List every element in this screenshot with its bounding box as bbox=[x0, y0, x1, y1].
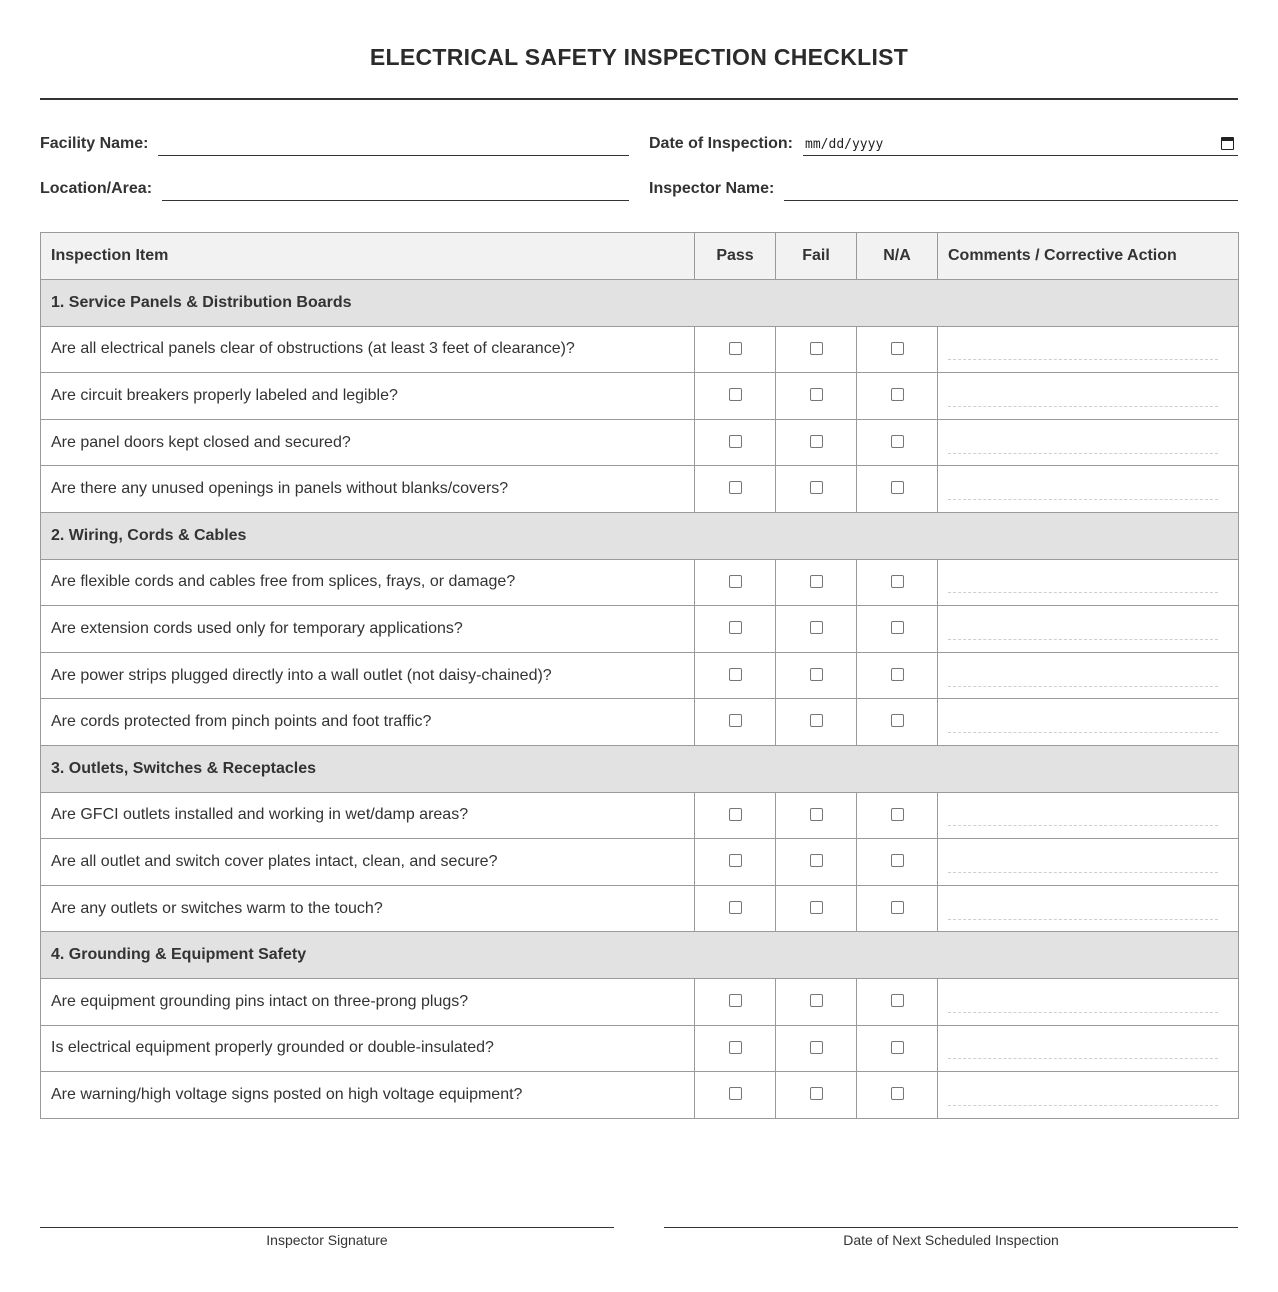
pass-checkbox[interactable] bbox=[729, 901, 742, 914]
comment-cell bbox=[938, 559, 1239, 606]
pass-cell bbox=[695, 466, 776, 513]
pass-cell bbox=[695, 792, 776, 839]
fail-checkbox[interactable] bbox=[810, 808, 823, 821]
table-header-row bbox=[41, 233, 1239, 280]
comment-cell bbox=[938, 699, 1239, 746]
table-row bbox=[41, 792, 1239, 839]
table-row bbox=[41, 885, 1239, 932]
fail-checkbox[interactable] bbox=[810, 575, 823, 588]
pass-checkbox[interactable] bbox=[729, 342, 742, 355]
inspection-item-text: Are there any unused openings in panels without blanks/covers? bbox=[41, 466, 695, 513]
fail-checkbox[interactable] bbox=[810, 854, 823, 867]
comment-cell bbox=[938, 373, 1239, 420]
na-checkbox[interactable] bbox=[891, 901, 904, 914]
calendar-icon[interactable] bbox=[1221, 137, 1234, 150]
inspection-item-text: Is electrical equipment properly grounded or double-insulated? bbox=[41, 1025, 695, 1072]
fail-cell bbox=[776, 326, 857, 373]
fail-cell bbox=[776, 885, 857, 932]
comment-input[interactable] bbox=[948, 626, 1218, 640]
na-cell bbox=[857, 373, 938, 420]
fail-cell bbox=[776, 792, 857, 839]
section-row bbox=[41, 280, 1239, 327]
pass-checkbox[interactable] bbox=[729, 575, 742, 588]
pass-checkbox[interactable] bbox=[729, 481, 742, 494]
inspection-item-text: Are flexible cords and cables free from splices, frays, or damage? bbox=[41, 559, 695, 606]
fail-checkbox[interactable] bbox=[810, 901, 823, 914]
fail-cell bbox=[776, 652, 857, 699]
table-row bbox=[41, 326, 1239, 373]
section-row bbox=[41, 745, 1239, 792]
na-checkbox[interactable] bbox=[891, 481, 904, 494]
section-row bbox=[41, 932, 1239, 979]
table-row bbox=[41, 1072, 1239, 1119]
pass-cell bbox=[695, 978, 776, 1025]
na-cell bbox=[857, 559, 938, 606]
comment-input[interactable] bbox=[948, 1045, 1218, 1059]
comment-cell bbox=[938, 1025, 1239, 1072]
table-row bbox=[41, 839, 1239, 886]
inspector-name-label: Inspector Name: bbox=[649, 180, 775, 197]
table-row bbox=[41, 652, 1239, 699]
inspection-item-text: Are all outlet and switch cover plates intact, clean, and secure? bbox=[41, 839, 695, 886]
pass-checkbox[interactable] bbox=[729, 994, 742, 1007]
fail-cell bbox=[776, 466, 857, 513]
na-checkbox[interactable] bbox=[891, 435, 904, 448]
comment-input[interactable] bbox=[948, 812, 1218, 826]
fail-checkbox[interactable] bbox=[810, 342, 823, 355]
fail-cell bbox=[776, 419, 857, 466]
fail-cell bbox=[776, 373, 857, 420]
table-row bbox=[41, 978, 1239, 1025]
comment-cell bbox=[938, 419, 1239, 466]
header-inspection-item: Inspection Item bbox=[41, 233, 695, 280]
fail-checkbox[interactable] bbox=[810, 481, 823, 494]
inspector-name-field bbox=[649, 175, 1238, 201]
pass-checkbox[interactable] bbox=[729, 621, 742, 634]
title-divider bbox=[40, 98, 1238, 100]
section-title: 4. Grounding & Equipment Safety bbox=[41, 932, 1239, 979]
comment-input[interactable] bbox=[948, 906, 1218, 920]
fail-cell bbox=[776, 699, 857, 746]
fail-checkbox[interactable] bbox=[810, 994, 823, 1007]
fail-checkbox[interactable] bbox=[810, 388, 823, 401]
na-cell bbox=[857, 419, 938, 466]
date-of-inspection-input[interactable] bbox=[803, 132, 1238, 156]
location-area-label: Location/Area: bbox=[40, 180, 153, 197]
comment-cell bbox=[938, 978, 1239, 1025]
comment-cell bbox=[938, 839, 1239, 886]
fail-checkbox[interactable] bbox=[810, 714, 823, 727]
pass-cell bbox=[695, 885, 776, 932]
na-checkbox[interactable] bbox=[891, 714, 904, 727]
na-checkbox[interactable] bbox=[891, 1041, 904, 1054]
pass-checkbox[interactable] bbox=[729, 1041, 742, 1054]
inspection-item-text: Are circuit breakers properly labeled and legible? bbox=[41, 373, 695, 420]
table-row bbox=[41, 1025, 1239, 1072]
pass-checkbox[interactable] bbox=[729, 854, 742, 867]
comment-input[interactable] bbox=[948, 393, 1218, 407]
fail-checkbox[interactable] bbox=[810, 1041, 823, 1054]
comment-cell bbox=[938, 1072, 1239, 1119]
fail-checkbox[interactable] bbox=[810, 1087, 823, 1100]
inspection-item-text: Are cords protected from pinch points and foot traffic? bbox=[41, 699, 695, 746]
na-cell bbox=[857, 326, 938, 373]
inspection-table bbox=[40, 232, 1239, 1119]
inspection-item-text: Are warning/high voltage signs posted on high voltage equipment? bbox=[41, 1072, 695, 1119]
comment-input[interactable] bbox=[948, 1092, 1218, 1106]
table-row bbox=[41, 419, 1239, 466]
comment-input[interactable] bbox=[948, 859, 1218, 873]
inspection-item-text: Are all electrical panels clear of obstructions (at least 3 feet of clearance)? bbox=[41, 326, 695, 373]
section-row bbox=[41, 512, 1239, 559]
inspector-name-input[interactable] bbox=[784, 177, 1238, 201]
na-checkbox[interactable] bbox=[891, 575, 904, 588]
facility-name-label: Facility Name: bbox=[40, 135, 149, 152]
section-title: 2. Wiring, Cords & Cables bbox=[41, 512, 1239, 559]
header-comments: Comments / Corrective Action bbox=[938, 233, 1239, 280]
table-row bbox=[41, 466, 1239, 513]
pass-cell bbox=[695, 699, 776, 746]
comment-cell bbox=[938, 885, 1239, 932]
fail-checkbox[interactable] bbox=[810, 435, 823, 448]
pass-cell bbox=[695, 652, 776, 699]
na-checkbox[interactable] bbox=[891, 668, 904, 681]
comment-cell bbox=[938, 326, 1239, 373]
inspector-signature-line[interactable]: Inspector Signature bbox=[40, 1227, 614, 1248]
comment-input[interactable] bbox=[948, 440, 1218, 454]
comment-input[interactable] bbox=[948, 673, 1218, 687]
section-title: 1. Service Panels & Distribution Boards bbox=[41, 280, 1239, 327]
pass-cell bbox=[695, 1072, 776, 1119]
pass-cell bbox=[695, 606, 776, 653]
comment-input[interactable] bbox=[948, 999, 1218, 1013]
na-cell bbox=[857, 978, 938, 1025]
pass-checkbox[interactable] bbox=[729, 808, 742, 821]
na-checkbox[interactable] bbox=[891, 1087, 904, 1100]
na-checkbox[interactable] bbox=[891, 994, 904, 1007]
facility-name-input[interactable] bbox=[158, 132, 629, 156]
comment-input[interactable] bbox=[948, 719, 1218, 733]
fail-cell bbox=[776, 606, 857, 653]
fail-cell bbox=[776, 1072, 857, 1119]
na-cell bbox=[857, 839, 938, 886]
comment-input[interactable] bbox=[948, 346, 1218, 360]
na-cell bbox=[857, 699, 938, 746]
na-checkbox[interactable] bbox=[891, 621, 904, 634]
na-cell bbox=[857, 1025, 938, 1072]
inspection-item-text: Are extension cords used only for temporary applications? bbox=[41, 606, 695, 653]
date-of-inspection-label: Date of Inspection: bbox=[649, 135, 794, 152]
comment-cell bbox=[938, 466, 1239, 513]
location-area-field bbox=[40, 175, 629, 201]
inspection-item-text: Are panel doors kept closed and secured? bbox=[41, 419, 695, 466]
na-checkbox[interactable] bbox=[891, 388, 904, 401]
table-row bbox=[41, 559, 1239, 606]
na-checkbox[interactable] bbox=[891, 342, 904, 355]
na-checkbox[interactable] bbox=[891, 808, 904, 821]
page-title: ELECTRICAL SAFETY INSPECTION CHECKLIST bbox=[369, 44, 909, 70]
pass-cell bbox=[695, 559, 776, 606]
comment-cell bbox=[938, 792, 1239, 839]
fail-cell bbox=[776, 839, 857, 886]
na-cell bbox=[857, 1072, 938, 1119]
pass-checkbox[interactable] bbox=[729, 668, 742, 681]
na-cell bbox=[857, 466, 938, 513]
pass-cell bbox=[695, 1025, 776, 1072]
table-row bbox=[41, 699, 1239, 746]
pass-cell bbox=[695, 419, 776, 466]
inspection-item-text: Are power strips plugged directly into a wall outlet (not daisy-chained)? bbox=[41, 652, 695, 699]
pass-checkbox[interactable] bbox=[729, 1087, 742, 1100]
na-cell bbox=[857, 885, 938, 932]
header-fail: Fail bbox=[776, 233, 857, 280]
date-of-inspection-field bbox=[649, 130, 1238, 156]
pass-cell bbox=[695, 839, 776, 886]
na-checkbox[interactable] bbox=[891, 854, 904, 867]
pass-cell bbox=[695, 326, 776, 373]
fail-cell bbox=[776, 1025, 857, 1072]
section-title: 3. Outlets, Switches & Receptacles bbox=[41, 745, 1239, 792]
inspection-item-text: Are any outlets or switches warm to the touch? bbox=[41, 885, 695, 932]
inspection-item-text: Are GFCI outlets installed and working in wet/damp areas? bbox=[41, 792, 695, 839]
table-row bbox=[41, 606, 1239, 653]
pass-checkbox[interactable] bbox=[729, 435, 742, 448]
fail-cell bbox=[776, 559, 857, 606]
pass-checkbox[interactable] bbox=[729, 714, 742, 727]
table-body bbox=[41, 280, 1239, 1119]
fail-cell bbox=[776, 978, 857, 1025]
pass-checkbox[interactable] bbox=[729, 388, 742, 401]
comment-input[interactable] bbox=[948, 486, 1218, 500]
comment-cell bbox=[938, 652, 1239, 699]
na-cell bbox=[857, 652, 938, 699]
table-row bbox=[41, 373, 1239, 420]
location-area-input[interactable] bbox=[162, 177, 629, 201]
na-cell bbox=[857, 606, 938, 653]
fail-checkbox[interactable] bbox=[810, 621, 823, 634]
header-na: N/A bbox=[857, 233, 938, 280]
fail-checkbox[interactable] bbox=[810, 668, 823, 681]
inspection-item-text: Are equipment grounding pins intact on three-prong plugs? bbox=[41, 978, 695, 1025]
header-pass: Pass bbox=[695, 233, 776, 280]
next-inspection-date-line[interactable]: Date of Next Scheduled Inspection bbox=[664, 1227, 1238, 1248]
na-cell bbox=[857, 792, 938, 839]
pass-cell bbox=[695, 373, 776, 420]
facility-name-field bbox=[40, 130, 629, 156]
comment-cell bbox=[938, 606, 1239, 653]
date-placeholder: mm/dd/yyyy bbox=[805, 137, 884, 152]
comment-input[interactable] bbox=[948, 579, 1218, 593]
